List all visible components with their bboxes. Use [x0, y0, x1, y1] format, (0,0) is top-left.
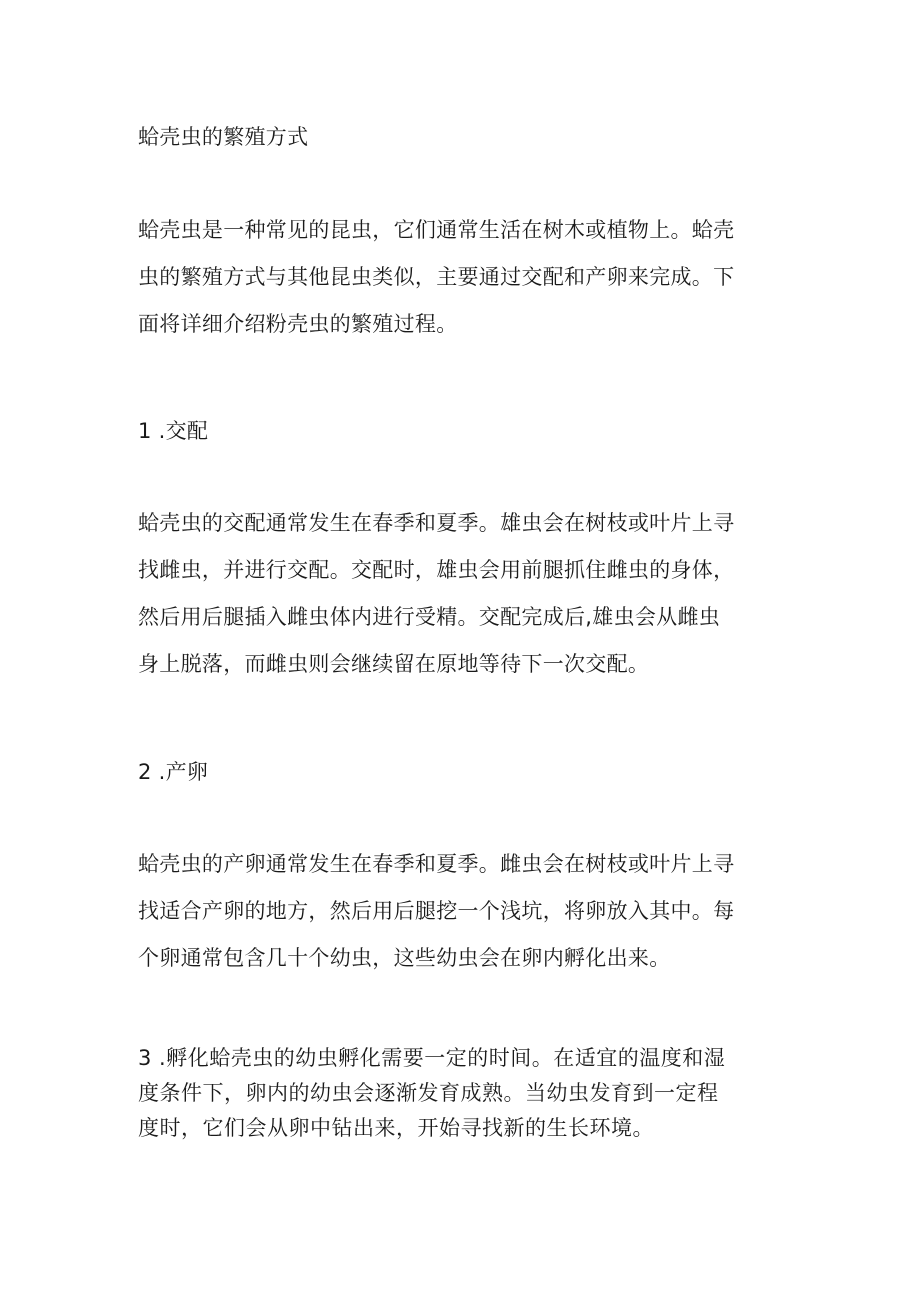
intro-paragraph — [138, 216, 788, 338]
paragraph-line: 3 .孵化蛤壳虫的幼虫孵化需要一定的时间。在适宜的温度和湿 — [138, 1046, 726, 1070]
paragraph-line: 然后用后腿插入雌虫体内进行受精。交配完成后,雄虫会从雌虫 — [138, 605, 721, 629]
section-heading-mating: 1 .交配 — [138, 419, 209, 443]
paragraph-line: 面将详细介绍粉壳虫的繁殖过程。 — [138, 312, 458, 336]
paragraph-line: 个卵通常包含几十个幼虫，这些幼虫会在卵内孵化出来。 — [138, 946, 671, 970]
paragraph-line: 找雌虫，并进行交配。交配时，雄虫会用前腿抓住雌虫的身体， — [138, 558, 735, 582]
paragraph-line: 蛤壳虫是一种常见的昆虫，它们通常生活在树木或植物上。蛤壳 — [138, 218, 735, 242]
egg-laying-paragraph — [138, 850, 788, 972]
mating-paragraph — [138, 509, 788, 678]
document-title: 蛤壳虫的繁殖方式 — [138, 125, 309, 149]
paragraph-line: 度条件下，卵内的幼虫会逐渐发育成熟。当幼虫发育到一定程 — [138, 1081, 719, 1105]
paragraph-line: 虫的繁殖方式与其他昆虫类似，主要通过交配和产卵来完成。下 — [138, 265, 735, 289]
hatching-paragraph — [138, 1044, 788, 1142]
paragraph-line: 找适合产卵的地方，然后用后腿挖一个浅坑，将卵放入其中。每 — [138, 899, 735, 923]
paragraph-line: 蛤壳虫的交配通常发生在春季和夏季。雄虫会在树枝或叶片上寻 — [138, 511, 735, 535]
paragraph-line: 蛤壳虫的产卵通常发生在春季和夏季。雌虫会在树枝或叶片上寻 — [138, 852, 735, 876]
paragraph-line: 身上脱落，而雌虫则会继续留在原地等待下一次交配。 — [138, 652, 650, 676]
paragraph-line: 度时，它们会从卵中钻出来，开始寻找新的生长环境。 — [138, 1116, 654, 1140]
section-heading-egg-laying: 2 .产卵 — [138, 760, 209, 784]
